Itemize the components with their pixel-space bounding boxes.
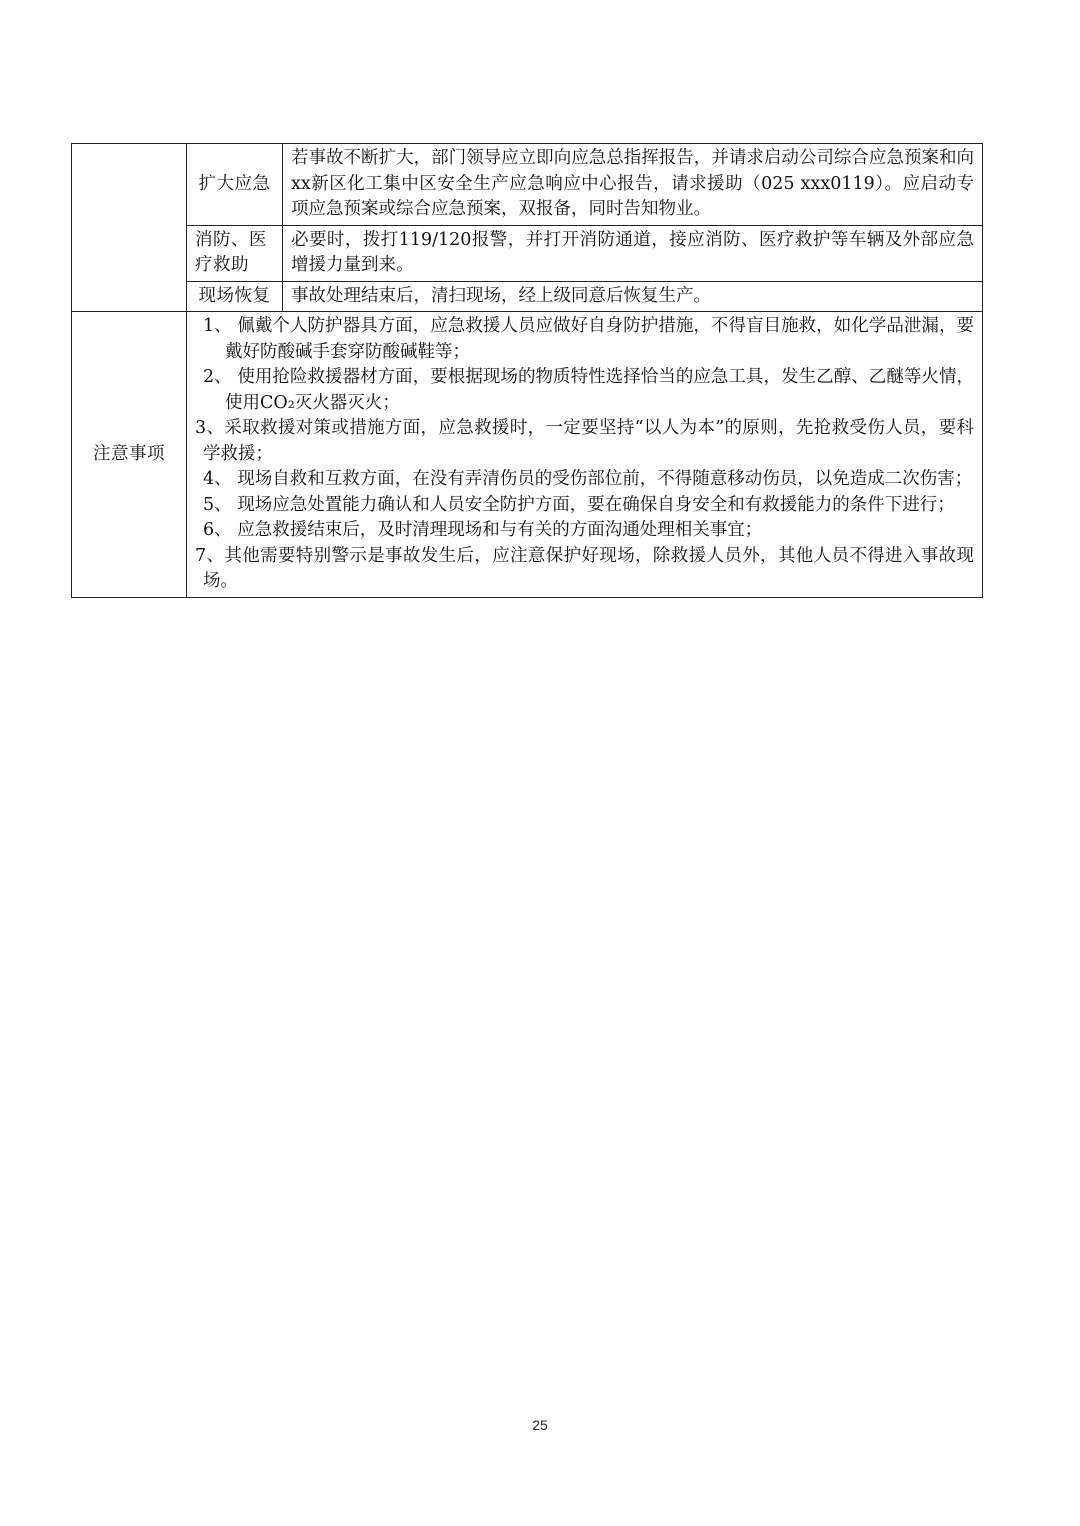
row-label: 消防、医疗救助 bbox=[187, 225, 283, 281]
table-row bbox=[72, 281, 983, 312]
row-content: 事故处理结束后，清扫现场，经上级同意后恢复生产。 bbox=[283, 281, 983, 312]
row-label: 现场恢复 bbox=[187, 281, 283, 312]
note-item: 3、采取救援对策或措施方面，应急救援时，一定要坚持“以人为本”的原则，先抢救受伤人员，要科学救援； bbox=[195, 418, 974, 464]
row-label: 扩大应急 bbox=[187, 144, 283, 226]
note-item: 4、 现场自救和互救方面，在没有弄清伤员的受伤部位前，不得随意移动伤员，以免造成二次伤害； bbox=[203, 469, 973, 489]
continuation-cell bbox=[72, 144, 187, 312]
note-item: 6、 应急救援结束后，及时清理现场和与有关的方面沟通处理相关事宜； bbox=[203, 520, 763, 540]
notes-label: 注意事项 bbox=[72, 312, 187, 598]
note-item: 5、 现场应急处置能力确认和人员安全防护方面，要在确保自身安全和有救援能力的条件下进行； bbox=[203, 494, 955, 515]
note-item: 7、其他需要特别警示是事故发生后，应注意保护好现场，除救援人员外，其他人员不得进入事故现场。 bbox=[195, 545, 974, 591]
table-row bbox=[72, 225, 983, 281]
emergency-procedure-table bbox=[71, 143, 983, 598]
table-row bbox=[72, 144, 983, 226]
notes-content bbox=[187, 312, 983, 598]
notes-row bbox=[72, 312, 983, 598]
row-content: 必要时，拨打119/120报警，并打开消防通道，接应消防、医疗救护等车辆及外部应急增援力量到来。 bbox=[283, 225, 983, 281]
note-item: 1、 佩戴个人防护器具方面，应急救援人员应做好自身防护措施，不得盲目施救，如化学品泄漏，要戴好防酸碱手套穿防酸碱鞋等； bbox=[203, 316, 974, 362]
page-number: 25 bbox=[532, 1417, 548, 1433]
note-item: 2、 使用抢险救援器材方面，要根据现场的物质特性选择恰当的应急工具，发生乙醇、乙醚等火情，使用CO₂灭火器灭火； bbox=[203, 367, 974, 413]
row-content: 若事故不断扩大，部门领导应立即向应急总指挥报告，并请求启动公司综合应急预案和向xx新区化工集中区安全生产应急响应中心报告，请求援助（025 xxx0119）。应启动专项应急预案或综合应急预案，双报备，同时告知物业。 bbox=[283, 144, 983, 226]
